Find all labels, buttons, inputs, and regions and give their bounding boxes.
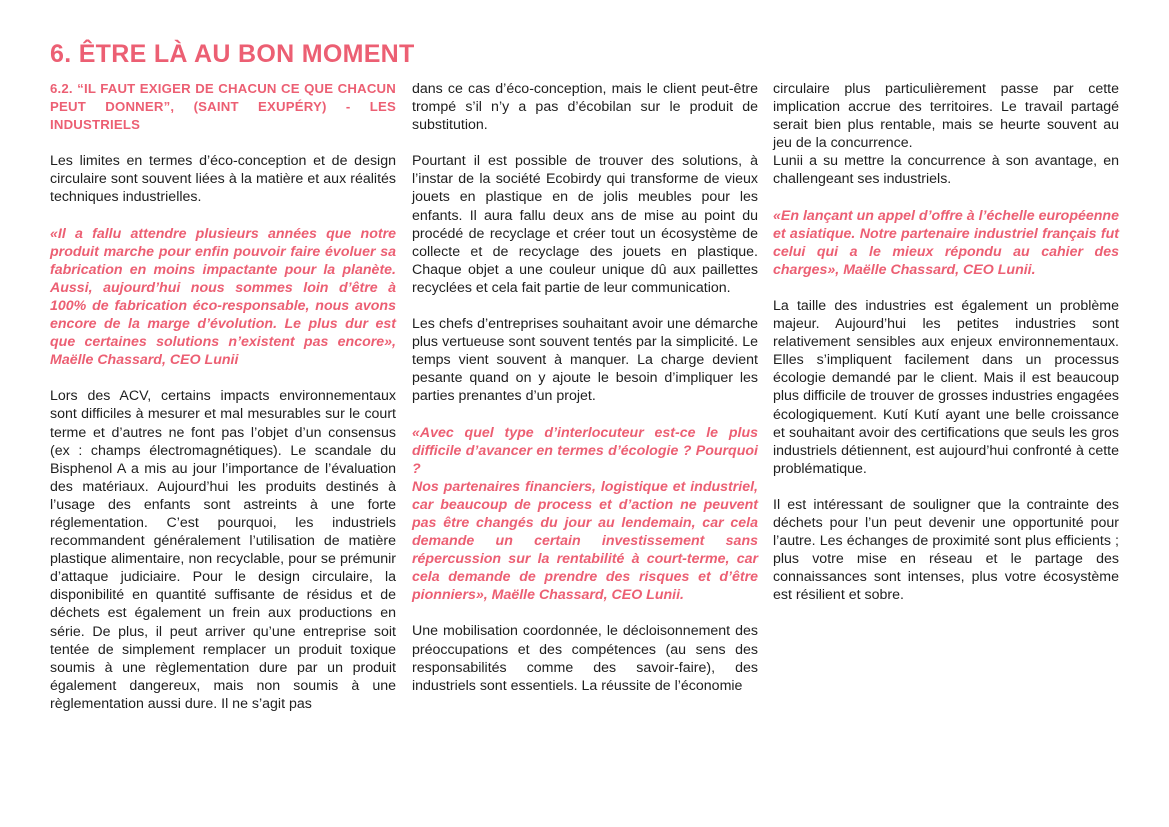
paragraph: dans ce cas d’éco-conception, mais le client peut-être trompé s’il n’y a pas d’écobilan sur le produit de substitution. (412, 81, 758, 134)
paragraph: Il est intéressant de souligner que la contrainte des déchets pour l’un peut devenir une opportunité pour l’autre. Les échanges de proximité sont plus efficients ; plus votre mise en réseau et le partage des connaissances sont intenses, plus votre écosystème est résilient et sobre. (773, 496, 1119, 604)
quote: «Il a fallu attendre plusieurs années que notre produit marche pour enfin pouvoir faire évoluer sa fabrication en moins impactante pour la planète. Aussi, aujourd’hui nous sommes loin d’être à 100% de fabrication éco-responsable, nous avons encore de la marge d’évolution. Le plus dur est que certaines solutions n’existent pas encore», Maëlle Chassard, CEO Lunii (50, 225, 396, 369)
paragraph: Pourtant il est possible de trouver des solutions, à l’instar de la société Ecobirdy qui transforme de vieux jouets en plastique en de jolis meubles pour les enfants. Il aura fallu deux ans de mise au point du procédé de recyclage et créer tout un écosystème de collecte et de recyclage des jouets en plastique. Chaque objet a une couleur unique dû aux paillettes recyclées et cela fait partie de leur communication. (412, 153, 758, 296)
paragraph: Une mobilisation coordonnée, le décloisonnement des préoccupations et des compétences (au sens des responsabilités comme des savoir-faire), des industriels sont essentiels. La réussite de l’économie (412, 623, 758, 694)
paragraph: circulaire plus particulièrement passe par cette implication accrue des territoires. Le travail partagé serait bien plus rentable, mais se heurte souvent au jeu de la concurrence. (773, 81, 1119, 152)
quote-answer: Nos partenaires financiers, logistique et industriel, car beaucoup de process et d’action ne peuvent pas être changés du jour au lendemain, car cela demande un certain investissement sans répercussion sur la rentabilité à court-terme, car cela demande de prendre des risques et d’être pionniers», Maëlle Chassard, CEO Lunii. (412, 478, 758, 604)
column-1 (50, 80, 396, 713)
paragraph: Les chefs d’entreprises souhaitant avoir une démarche plus vertueuse sont souvent tentés par la simplicité. Le temps vient souvent à manquer. La charge devient pesante quand on y ajoute le besoin d’impliquer les parties prenantes d’un projet. (412, 316, 758, 405)
paragraph: Lunii a su mettre la concurrence à son avantage, en challengeant ses industriels. (773, 153, 1119, 188)
column-2 (412, 80, 758, 695)
paragraph: Lors des ACV, certains impacts environnementaux sont difficiles à mesurer et mal mesurables sur le court terme et d’autres ne font pas l’objet d’un consensus (ex : champs électromagnétiques). Le scandale du Bisphenol A a mis au jour l’importance de l’évaluation des matériaux. Aujourd’hui les produits destinés à l’usage des enfants sont astreints à une forte réglementation. C’est pourquoi, les industriels recommandent généralement l’utilisation de matière plastique alimentaire, non recyclable, pour se prémunir d’attaque judiciaire. Pour le design circulaire, la disponibilité en quantité suffisante de résidus et de déchets est également un frein aux productions en série. De plus, il peut arriver qu’une entreprise soit tentée de simplement remplacer un produit toxique soumis à une règlementation dure par un produit également dangereux, mais non soumis à une règlementation aussi dure. Il ne s’agit pas (50, 388, 396, 712)
paragraph: La taille des industries est également un problème majeur. Aujourd’hui les petites industries sont relativement sensibles aux enjeux environnementaux. Elles s’impliquent facilement dans un processus écologie demandé par le client. Mais il est beaucoup plus difficile de trouver de grosses industries engagées écologiquement. Kutí Kutí ayant une belle croissance et souhaitant avoir des certifications que seuls les gros industriels détiennent, est aujourd’hui confronté à cette problématique. (773, 297, 1119, 477)
quote: «En lançant un appel d’offre à l’échelle européenne et asiatique. Notre partenaire industriel français fut celui qui a le mieux répondu au cahier des charges», Maëlle Chassard, CEO Lunii. (773, 207, 1119, 278)
section-heading: 6.2. “IL FAUT EXIGER DE CHACUN CE QUE CHACUN PEUT DONNER”, (SAINT EXUPÉRY) - LES INDUSTRIELS (50, 81, 396, 133)
paragraph: Les limites en termes d’éco-conception et de design circulaire sont souvent liées à la matière et aux réalités techniques industrielles. (50, 153, 396, 206)
page-title: 6. ÊTRE LÀ AU BON MOMENT (50, 40, 415, 68)
quote-question: «Avec quel type d’interlocuteur est-ce le plus difficile d’avancer en termes d’écologie ? Pourquoi ? (412, 424, 758, 477)
column-3 (773, 80, 1119, 604)
